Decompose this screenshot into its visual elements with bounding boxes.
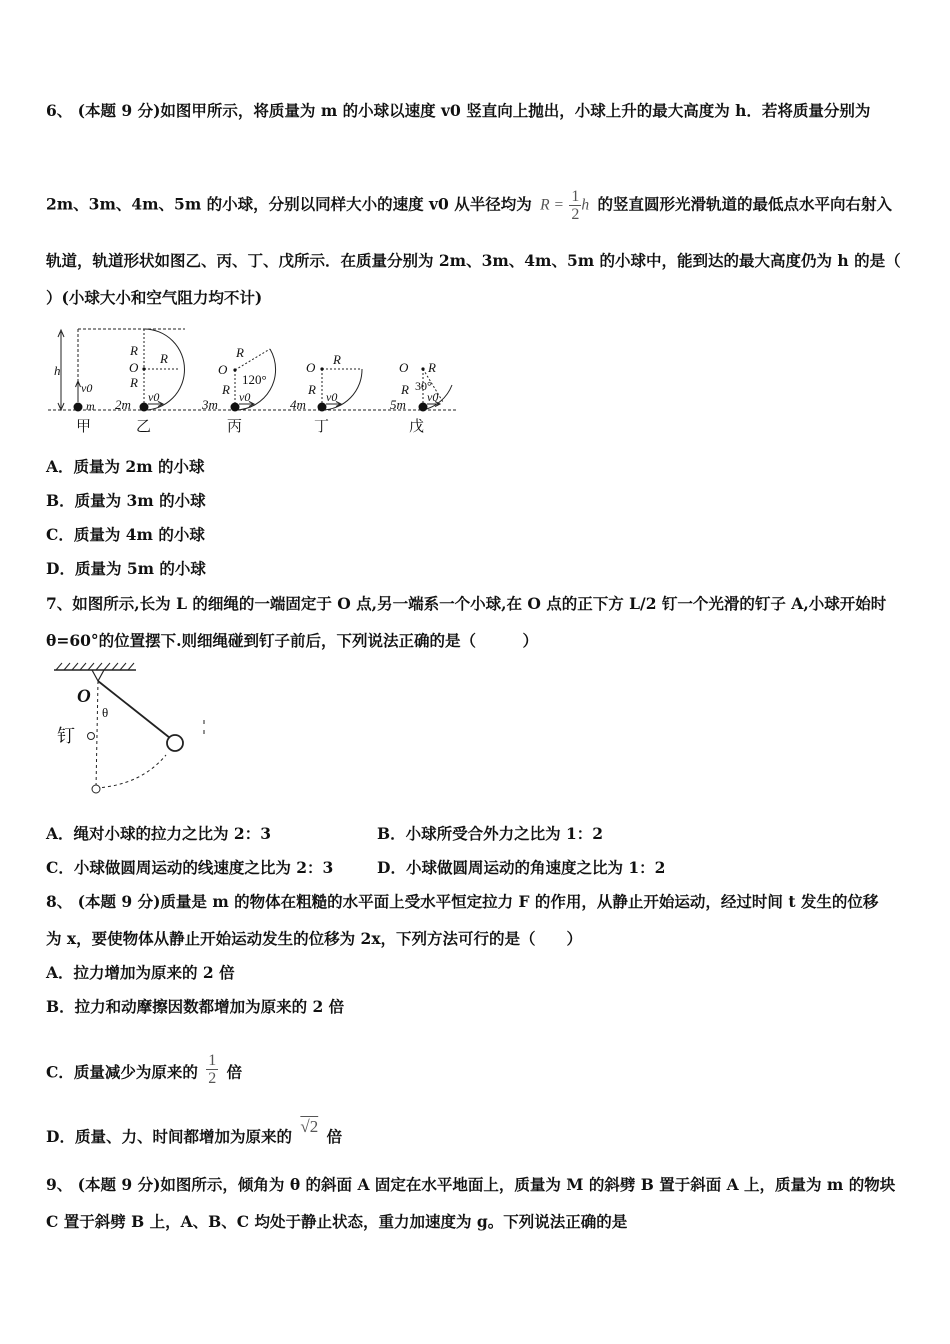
q7-nail-label: 钉 [57, 726, 75, 746]
ding-R-bottom-label: R [308, 382, 316, 397]
ding-R-top-label: R [333, 352, 341, 367]
bing-angle-label: 120° [242, 372, 267, 387]
q8-option-a: A．拉力增加为原来的 2 倍 [46, 963, 235, 982]
q6-formula [540, 188, 589, 223]
jia-ball [74, 403, 83, 412]
q8-option-d-pre: D．质量、力、时间都增加为原来的 [46, 1127, 292, 1146]
wu-v0-label: v0 [427, 390, 439, 404]
q6-formula-den: 2 [571, 206, 580, 223]
bing-R-top-label: R [236, 345, 244, 360]
ding-v0-label: v0 [326, 390, 338, 404]
ceiling-hatching [56, 663, 134, 670]
q6-formula-var: h [581, 196, 590, 214]
q8-option-c-post: 倍 [226, 1062, 243, 1082]
wu-angle-label: 30° [415, 379, 432, 393]
q6-formula-fraction [569, 188, 581, 223]
pendulum-ball [167, 735, 183, 751]
vertical-dashed-line [96, 681, 98, 788]
q8-option-c-fraction [206, 1052, 218, 1087]
q8-option-c [46, 1052, 243, 1091]
q9-line1: 9、 (本题 9 分)如图所示，倾角为 θ 的斜面 A 固定在水平地面上，质量为 M 的斜劈 B 置于斜面 A 上，质量为 m 的物块 [46, 1175, 896, 1194]
q7-figure [46, 660, 216, 800]
yi-O-label: O [129, 360, 139, 375]
bing-center-dot [233, 368, 236, 371]
wu-O-label: O [399, 360, 409, 375]
q8-option-c-den: 2 [208, 1070, 217, 1087]
bing-v0-label: v0 [239, 390, 251, 404]
q7-theta-label: θ [102, 705, 109, 720]
wu-R-bottom-label: R [401, 382, 409, 397]
q6-option-d: D．质量为 5m 的小球 [46, 559, 206, 578]
jia-v0-label: v0 [81, 381, 93, 395]
wu-R-top-label: R [428, 360, 436, 375]
hanger [92, 670, 104, 681]
q7-option-c: C．小球做圆周运动的线速度之比为 2：3 [46, 858, 334, 877]
q6-line2-pre: 2m、3m、4m、5m 的小球，分别以同样大小的速度 v0 从半径均为 [46, 194, 532, 214]
q8-option-b: B．拉力和动摩擦因数都增加为原来的 2 倍 [46, 997, 345, 1016]
q6-figure [40, 324, 470, 436]
q8-option-c-num: 1 [208, 1052, 217, 1069]
q8-line1: 8、 (本题 9 分)质量是 m 的物体在粗糙的水平面上受水平恒定拉力 F 的作用，从静止开始运动，经过时间 t 发生的位移 [46, 892, 879, 911]
q7-option-d: D．小球做圆周运动的角速度之比为 1：2 [377, 858, 666, 877]
q6-option-b: B．质量为 3m 的小球 [46, 491, 206, 510]
q8-line2: 为 x，要使物体从静止开始运动发生的位移为 2x，下列方法可行的是（ ） [46, 929, 583, 948]
label-wu: 戊 [409, 419, 425, 435]
q6-formula-lhs: R = [540, 196, 564, 214]
bing-O-label: O [218, 362, 228, 377]
q6-formula-num: 1 [571, 188, 580, 205]
q6-line2 [46, 188, 892, 223]
q7-O-label: O [77, 686, 91, 707]
q8-option-c-pre: C．质量减少为原来的 [46, 1062, 198, 1082]
q6-line3: 轨道，轨道形状如图乙、丙、丁、戊所示．在质量分别为 2m、3m、4m、5m 的小球中，能到达的最大高度仍为 h 的是（ [46, 251, 901, 270]
q7-line2: θ=60°的位置摆下.则细绳碰到钉子前后，下列说法正确的是（ ） [46, 631, 539, 650]
q8-option-d-post: 倍 [326, 1127, 343, 1146]
h-label: h [54, 363, 61, 378]
bing-R-bottom-label: R [222, 382, 230, 397]
q6-option-a: A．质量为 2m 的小球 [46, 457, 205, 476]
q7-option-b: B．小球所受合外力之比为 1：2 [377, 824, 604, 843]
q6-option-c: C．质量为 4m 的小球 [46, 525, 205, 544]
q7-line1: 7、如图所示,长为 L 的细绳的一端固定于 O 点,另一端系一个小球,在 O 点的正下方 L/2 钉一个光滑的钉子 A,小球开始时 [46, 594, 887, 613]
label-jia: 甲 [76, 419, 92, 435]
yi-R-top-label: R [130, 343, 138, 358]
ding-O-label: O [306, 360, 316, 375]
yi-v0-label: v0 [148, 390, 160, 404]
bing-mass-label: 3m [202, 397, 218, 412]
q6-line2-post: 的竖直圆形光滑轨道的最低点水平向右射入 [597, 194, 893, 214]
q6-line4: ）(小球大小和空气阻力均不计) [46, 288, 263, 307]
jia-m-label: m [86, 399, 95, 413]
q9-line2: C 置于斜劈 B 上，A、B、C 均处于静止状态，重力加速度为 g。下列说法正确的是 [46, 1212, 628, 1231]
q6-line1: 6、 (本题 9 分)如图甲所示，将质量为 m 的小球以速度 v0 竖直向上抛出，小球上升的最大高度为 h．若将质量分别为 [46, 101, 871, 120]
nail [88, 733, 95, 740]
ding-center-dot [320, 367, 323, 370]
rope [98, 681, 170, 738]
label-ding: 丁 [314, 419, 330, 435]
wu-center-dot [421, 367, 424, 370]
q8-option-d [46, 1117, 343, 1147]
swing-path [96, 755, 166, 788]
label-yi: 乙 [136, 419, 152, 435]
yi-mass-label: 2m [115, 397, 131, 412]
yi-R-bottom-label: R [130, 375, 138, 390]
ding-mass-label: 4m [290, 397, 306, 412]
label-bing: 丙 [227, 419, 243, 435]
yi-center-dot [142, 367, 145, 370]
wu-mass-label: 5m [390, 397, 406, 412]
q7-option-a: A．绳对小球的拉力之比为 2：3 [46, 824, 271, 843]
bottom-position [92, 785, 100, 793]
yi-R-right-label: R [160, 351, 168, 366]
q8-option-d-sqrt: √2 [300, 1117, 319, 1136]
